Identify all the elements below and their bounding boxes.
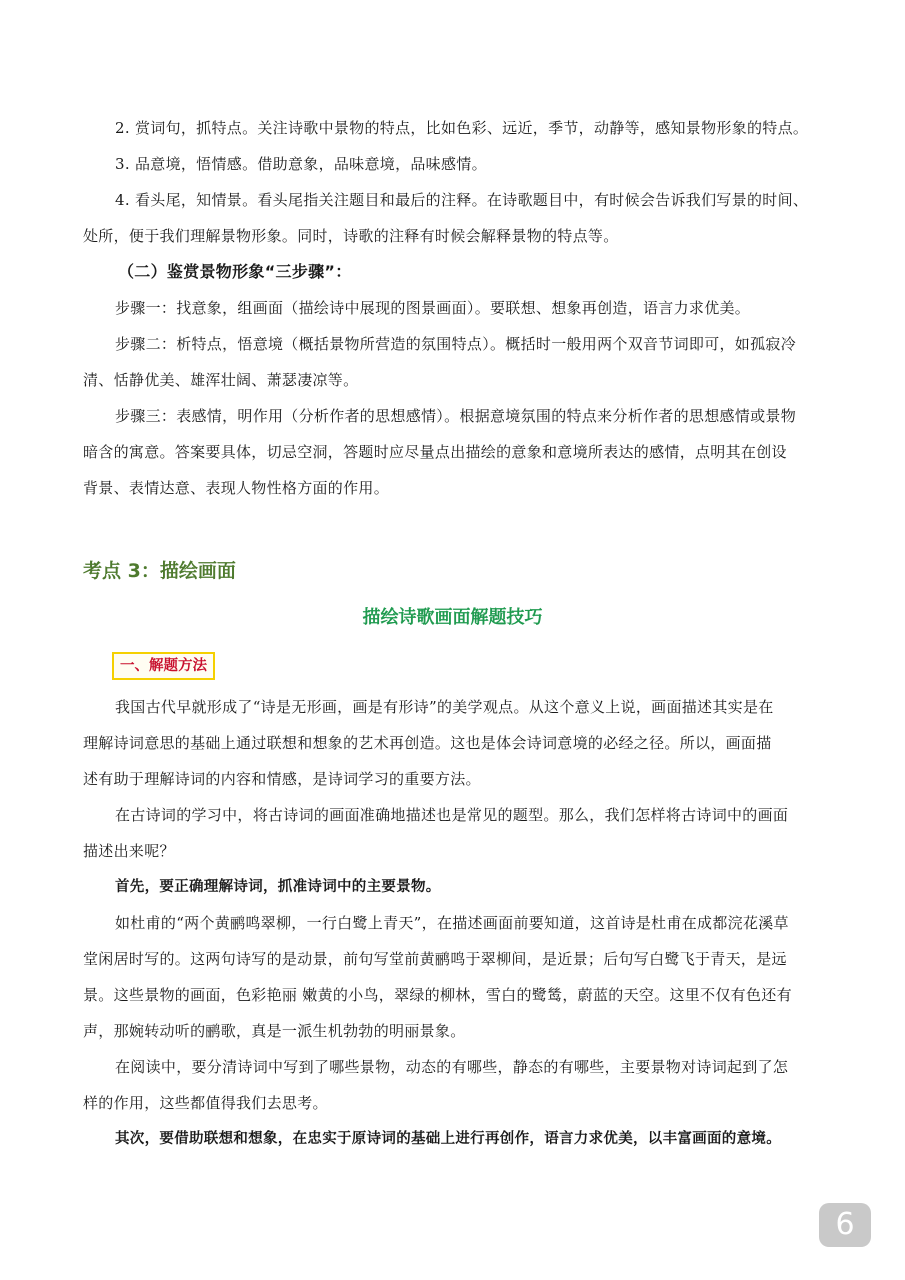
paragraph-line: 述有助于理解诗词的内容和情感，是诗词学习的重要方法。 <box>83 770 481 788</box>
paragraph-line: 我国古代早就形成了“诗是无形画，画是有形诗”的美学观点。从这个意义上说，画面描述其实是在 <box>115 698 774 716</box>
text-line: 2. 赏词句，抓特点。关注诗歌中景物的特点，比如色彩、远近，季节，动静等，感知景物形象的特点。 <box>115 119 809 137</box>
paragraph-line: 在古诗词的学习中，将古诗词的画面准确地描述也是常见的题型。那么，我们怎样将古诗词中的画面 <box>115 806 789 824</box>
paragraph-line: 理解诗词意思的基础上通过联想和想象的艺术再创造。这也是体会诗词意境的必经之径。所以，画面描 <box>83 734 772 752</box>
text-line: 3. 品意境，悟情感。借助意象，品味意境，品味感情。 <box>115 155 487 173</box>
paragraph-line: 如杜甫的“两个黄鹂鸣翠柳，一行白鹭上青天”，在描述画面前要知道，这首诗是杜甫在成都浣花溪草 <box>115 914 789 932</box>
step-three-cont: 背景、表情达意、表现人物性格方面的作用。 <box>83 479 390 497</box>
subheading: （二）鉴赏景物形象“三步骤”： <box>118 262 352 281</box>
paragraph-line: 堂闲居时写的。这两句诗写的是动景，前句写堂前黄鹂鸣于翠柳间，是近景；后句写白鹭飞于青天，是远 <box>83 950 787 968</box>
step-three-cont: 暗含的寓意。答案要具体，切忌空洞，答题时应尽量点出描绘的意象和意境所表达的感情，点明其在创设 <box>83 443 787 461</box>
section-title: 考点 3：描绘画面 <box>83 560 236 582</box>
bold-point-first: 首先，要正确理解诗词，抓准诗词中的主要景物。 <box>115 879 441 895</box>
paragraph-line: 声，那婉转动听的鹂歌，真是一派生机勃勃的明丽景象。 <box>83 1022 466 1040</box>
page-number-badge: 6 <box>819 1203 871 1247</box>
step-one: 步骤一：找意象，组画面（描绘诗中展现的图景画面）。要联想、想象再创造，语言力求优美。 <box>115 299 751 317</box>
step-two: 步骤二：析特点，悟意境（概括景物所营造的氛围特点）。概括时一般用两个双音节词即可，如孤寂冷 <box>115 335 797 353</box>
paragraph-line: 样的作用，这些都值得我们去思考。 <box>83 1094 328 1112</box>
paragraph-line: 景。这些景物的画面，色彩艳丽 嫩黄的小鸟，翠绿的柳林，雪白的鹭鸶，蔚蓝的天空。这里不仅有色还有 <box>83 986 792 1004</box>
step-three: 步骤三：表感情，明作用（分析作者的思想感情）。根据意境氛围的特点来分析作者的思想感情或景物 <box>115 407 797 425</box>
paragraph-line: 在阅读中，要分清诗词中写到了哪些景物，动态的有哪些，静态的有哪些，主要景物对诗词起到了怎 <box>115 1058 789 1076</box>
text-line: 4. 看头尾，知情景。看头尾指关注题目和最后的注释。在诗歌题目中，有时候会告诉我们写景的时间、 <box>115 191 809 209</box>
paragraph-line: 描述出来呢？ <box>83 842 175 860</box>
step-two-cont: 清、恬静优美、雄浑壮阔、萧瑟凄凉等。 <box>83 371 359 389</box>
bold-point-second: 其次，要借助联想和想象，在忠实于原诗词的基础上进行再创作，语言力求优美，以丰富画面的意境。 <box>115 1131 781 1147</box>
center-title: 描绘诗歌画面解题技巧 <box>362 607 543 628</box>
text-line: 处所，便于我们理解景物形象。同时，诗歌的注释有时候会解释景物的特点等。 <box>83 227 619 245</box>
method-label: 一、解题方法 <box>112 652 215 680</box>
